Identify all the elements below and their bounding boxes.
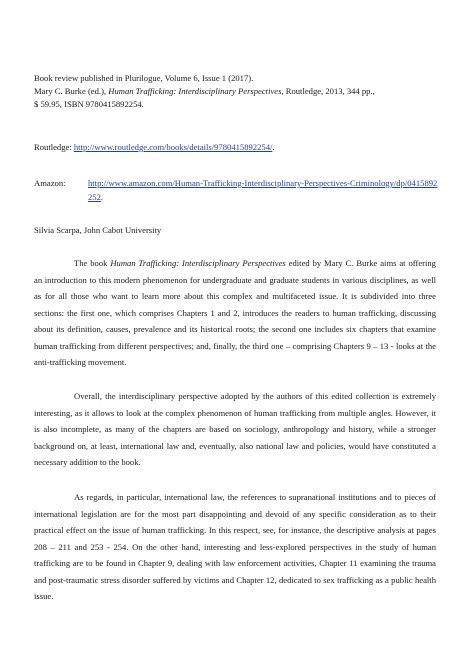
price-isbn-line: $ 59.95, ISBN 9780415892254. [34,99,144,109]
publication-header [34,72,438,111]
paragraph-2: Overall, the interdisciplinary perspective adopted by the authors of this edited collection is extremely interesting, as it allows to look at the complex phenomenon of human trafficking from multiple angles. However, it is also incomplete, as many of the chapters are based on sociology, anthropology and history, while a stronger background on, at least, international law and, eventually, also national law and policies, would have constituted a necessary addition to the book. [34,391,436,467]
citation-line [34,85,438,98]
amazon-link[interactable]: http://www.amazon.com/Human-Trafficking-Interdisciplinary-Perspectives-Criminology/dp/0415892252 [88,178,438,202]
p1-pre: The book [74,258,111,268]
publisher-text: , Routledge, 2013, 344 pp., [281,86,375,96]
editor-text: Mary C. Burke (ed.), [34,86,109,96]
amazon-label: Amazon: [34,178,66,188]
routledge-label: Routledge: [34,142,74,152]
amazon-line [88,176,438,204]
p1-rest: edited by Mary C. Burke aims at offering an introduction to this modern phenomenon for undergraduate and graduate students in various disciplines, as well as for all those who want to learn more about this complex and multifaceted issue. It is subdivided into three sections: the first one, which comprises Chapters 1 and 2, introduces the readers to human trafficking, discussing about its definition, causes, prevalence and its historical roots; the second one includes six chapters that examine human trafficking from different perspectives; and, finally, the third one – comprising Chapters 9 – 13 - looks at the anti-trafficking movement. [34,258,436,367]
amazon-after: . [100,192,104,202]
author-line: Silvia Scarpa, John Cabot University [34,225,162,235]
p1-book-title: Human Trafficking: Interdisciplinary Perspectives [110,258,286,268]
publication-line: Book review published in Plurilogue, Volume 6, Issue 1 (2017). [34,73,254,83]
routledge-link[interactable]: http://www.routledge.com/books/details/9780415892254/ [73,142,273,152]
routledge-line [34,141,438,154]
paragraph-1 [34,255,436,371]
paragraph-3: As regards, in particular, international law, the references to supranational institutions and to pieces of international legislation are for the most part disappointing and devoid of any specific consideration as to their practical effect on the issue of human trafficking. In this respect, see, for instance, the descriptive analysis at pages 208 – 211 and 253 - 254. On the other hand, interesting and less-explored perspectives in the study of human trafficking are to be found in Chapter 9, dealing with law enforcement activities, Chapter 11 examining the trauma and post-traumatic stress disorder suffered by victims and Chapter 12, dedicated to sex trafficking as a public health issue. [34,492,436,601]
book-title: Human Trafficking: Interdisciplinary Perspectives [108,86,282,96]
routledge-after: . [272,142,275,152]
